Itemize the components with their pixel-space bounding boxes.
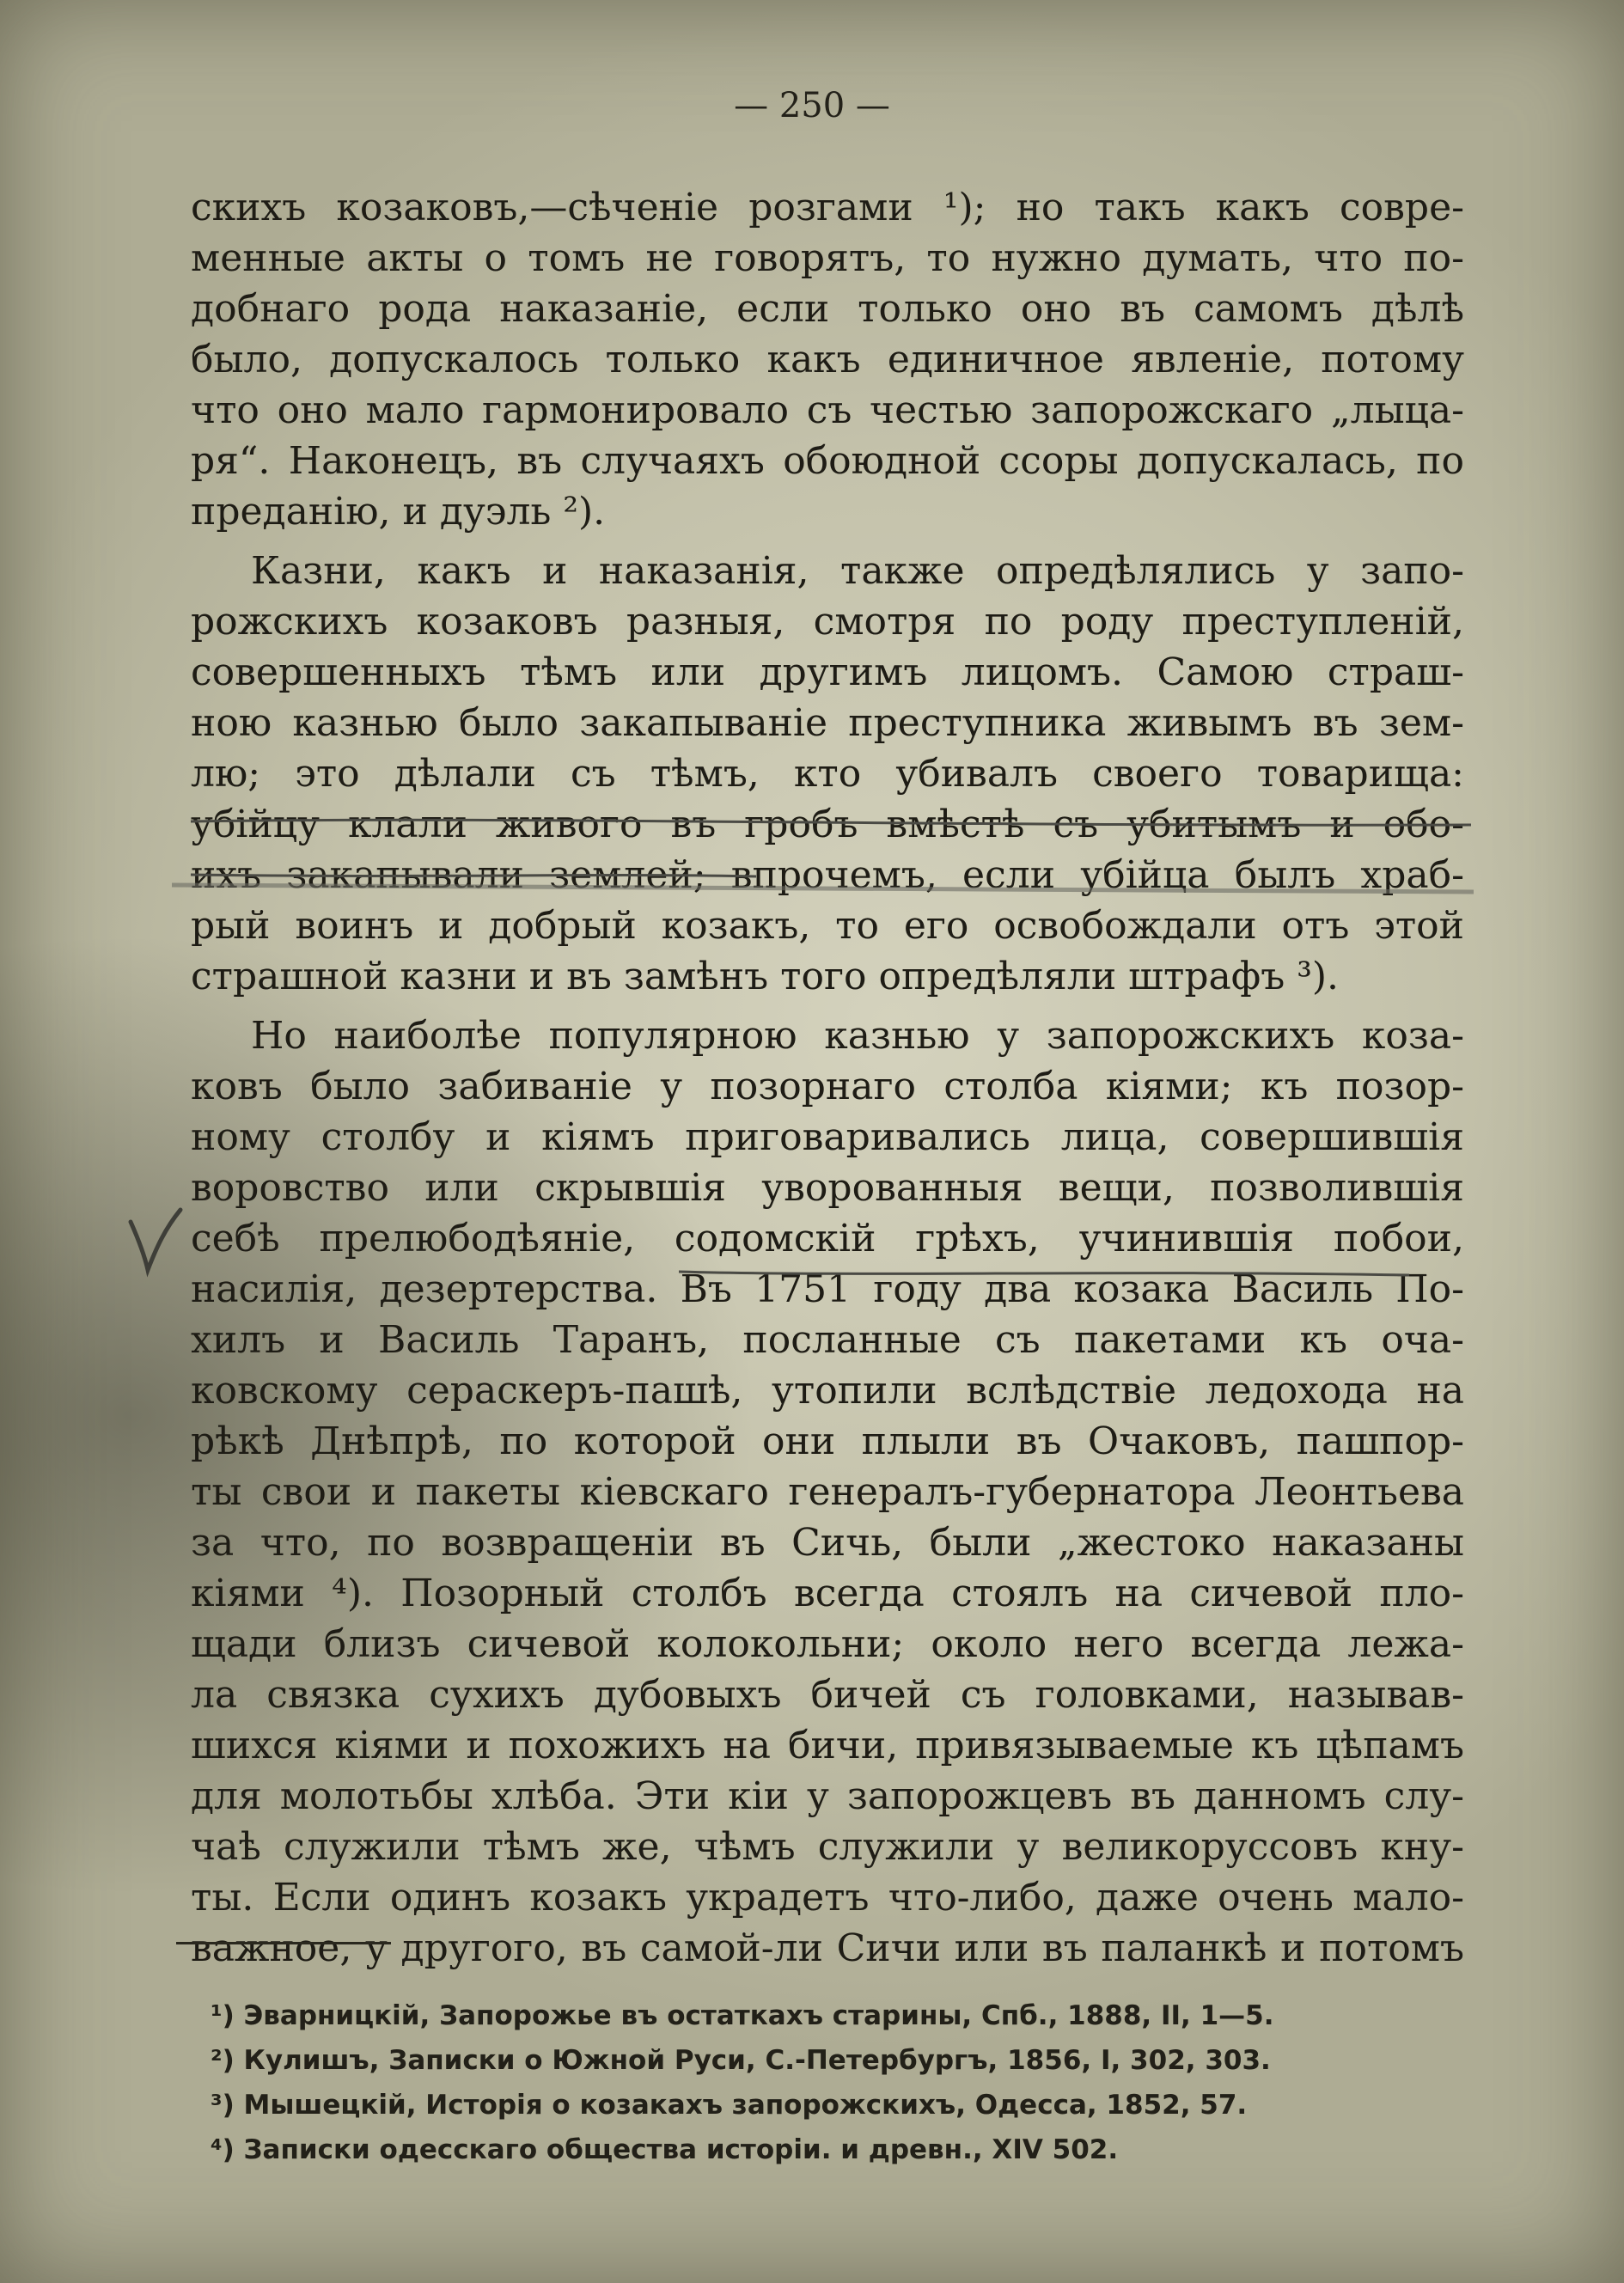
text-line: ковскому сераскеръ-пашѣ, утопили вслѣдствіе ледохода на bbox=[191, 1369, 1464, 1413]
main-text bbox=[191, 182, 1464, 1974]
text-line: ты свои и пакеты кіевскаго генералъ-губернатора Леонтьева bbox=[191, 1470, 1464, 1514]
text-line: щади близъ сичевой колокольни; около него всегда лежа- bbox=[191, 1622, 1464, 1666]
footnote: ¹) Эварницкій, Запорожье въ остаткахъ старины, Спб., 1888, II, 1—5. bbox=[211, 2000, 1274, 2031]
text-line: ною казнью было закапываніе преступника живымъ въ зем- bbox=[191, 701, 1464, 745]
text-line: скихъ козаковъ,—сѣченіе розгами ¹); но такъ какъ совре- bbox=[191, 186, 1464, 229]
footnotes bbox=[211, 1993, 1413, 2172]
text-line: воровство или скрывшія уворованныя вещи, позволившія bbox=[191, 1166, 1464, 1210]
footnote: ³) Мышецкій, Исторія о козакахъ запорожскихъ, Одесса, 1852, 57. bbox=[211, 2090, 1248, 2121]
paragraph-first-line: Но наиболѣе популярною казнью у запорожскихъ коза- bbox=[251, 1014, 1464, 1058]
text-line: что оно мало гармонировало съ честью запорожскаго „лыца- bbox=[191, 388, 1464, 432]
text-line: кіями ⁴). Позорный столбъ всегда стоялъ на сичевой пло- bbox=[191, 1572, 1464, 1615]
footnote: ⁴) Записки одесскаго общества исторіи. и древн., XIV 502. bbox=[211, 2134, 1119, 2165]
text-line: чаѣ служили тѣмъ же, чѣмъ служили у великоруссовъ кну- bbox=[191, 1825, 1464, 1869]
text-line: совершенныхъ тѣмъ или другимъ лицомъ. Самою страш- bbox=[191, 650, 1464, 694]
footnote-divider bbox=[176, 1942, 391, 1944]
text-line: ному столбу и кіямъ приговаривались лица, совершившія bbox=[191, 1115, 1464, 1159]
text-line: рый воинъ и добрый козакъ, то его освобождали отъ этой bbox=[191, 904, 1464, 948]
text-line: для молотьбы хлѣба. Эти кіи у запорожцевъ въ данномъ слу- bbox=[191, 1774, 1464, 1818]
text-line: преданію, и дуэль ²). bbox=[191, 490, 606, 534]
text-line: ковъ было забиваніе у позорнаго столба кіями; къ позор- bbox=[191, 1065, 1464, 1108]
text-line: лю; это дѣлали съ тѣмъ, кто убивалъ своего товарища: bbox=[191, 752, 1464, 796]
text-line: хилъ и Василь Таранъ, посланные съ пакетами къ оча- bbox=[191, 1318, 1464, 1362]
text-line: шихся кіями и похожихъ на бичи, привязываемые къ цѣпамъ bbox=[191, 1724, 1464, 1767]
paragraph-first-line: Казни, какъ и наказанія, также опредѣлялись у запо- bbox=[251, 549, 1464, 593]
text-line: насилія, дезертерства. Въ 1751 году два козака Василь По- bbox=[191, 1267, 1464, 1311]
text-line: менные акты о томъ не говорятъ, то нужно думать, что по- bbox=[191, 236, 1464, 280]
text-line: убійцу клали живого въ гробъ вмѣстѣ съ убитымъ и обо- bbox=[191, 803, 1464, 846]
page-number: — 250 — bbox=[734, 86, 890, 125]
text-line: было, допускалось только какъ единичное явленіе, потому bbox=[191, 338, 1464, 382]
text-line: страшной казни и въ замѣнъ того опредѣляли штрафъ ³). bbox=[191, 955, 1339, 998]
text-line: важное, у другого, въ самой-ли Сичи или въ паланкѣ и потомъ bbox=[191, 1926, 1464, 1970]
text-line: рѣкѣ Днѣпрѣ, по которой они плыли въ Очаковъ, пашпор- bbox=[191, 1419, 1464, 1463]
pencil-checkmark bbox=[131, 1210, 180, 1270]
text-line: рожскихъ козаковъ разныя, смотря по роду преступленій, bbox=[191, 600, 1464, 644]
text-line: ла связка сухихъ дубовыхъ бичей съ головками, называв- bbox=[191, 1673, 1464, 1717]
text-line: добнаго рода наказаніе, если только оно въ самомъ дѣлѣ bbox=[191, 287, 1464, 331]
text-line: за что, по возвращеніи въ Сичь, были „жестоко наказаны bbox=[191, 1521, 1464, 1565]
text-line: ты. Если одинъ козакъ украдетъ что-либо, даже очень мало- bbox=[191, 1876, 1464, 1920]
text-line: ихъ закапывали землей; впрочемъ, если убійца былъ храб- bbox=[191, 853, 1464, 897]
footnote: ²) Кулишъ, Записки о Южной Руси, С.-Петербургъ, 1856, I, 302, 303. bbox=[211, 2045, 1271, 2076]
text-line: ря“. Наконецъ, въ случаяхъ обоюдной ссоры допускалась, по bbox=[191, 439, 1464, 483]
text-line: себѣ прелюбодѣяніе, содомскій грѣхъ, учинившія побои, bbox=[191, 1217, 1464, 1261]
